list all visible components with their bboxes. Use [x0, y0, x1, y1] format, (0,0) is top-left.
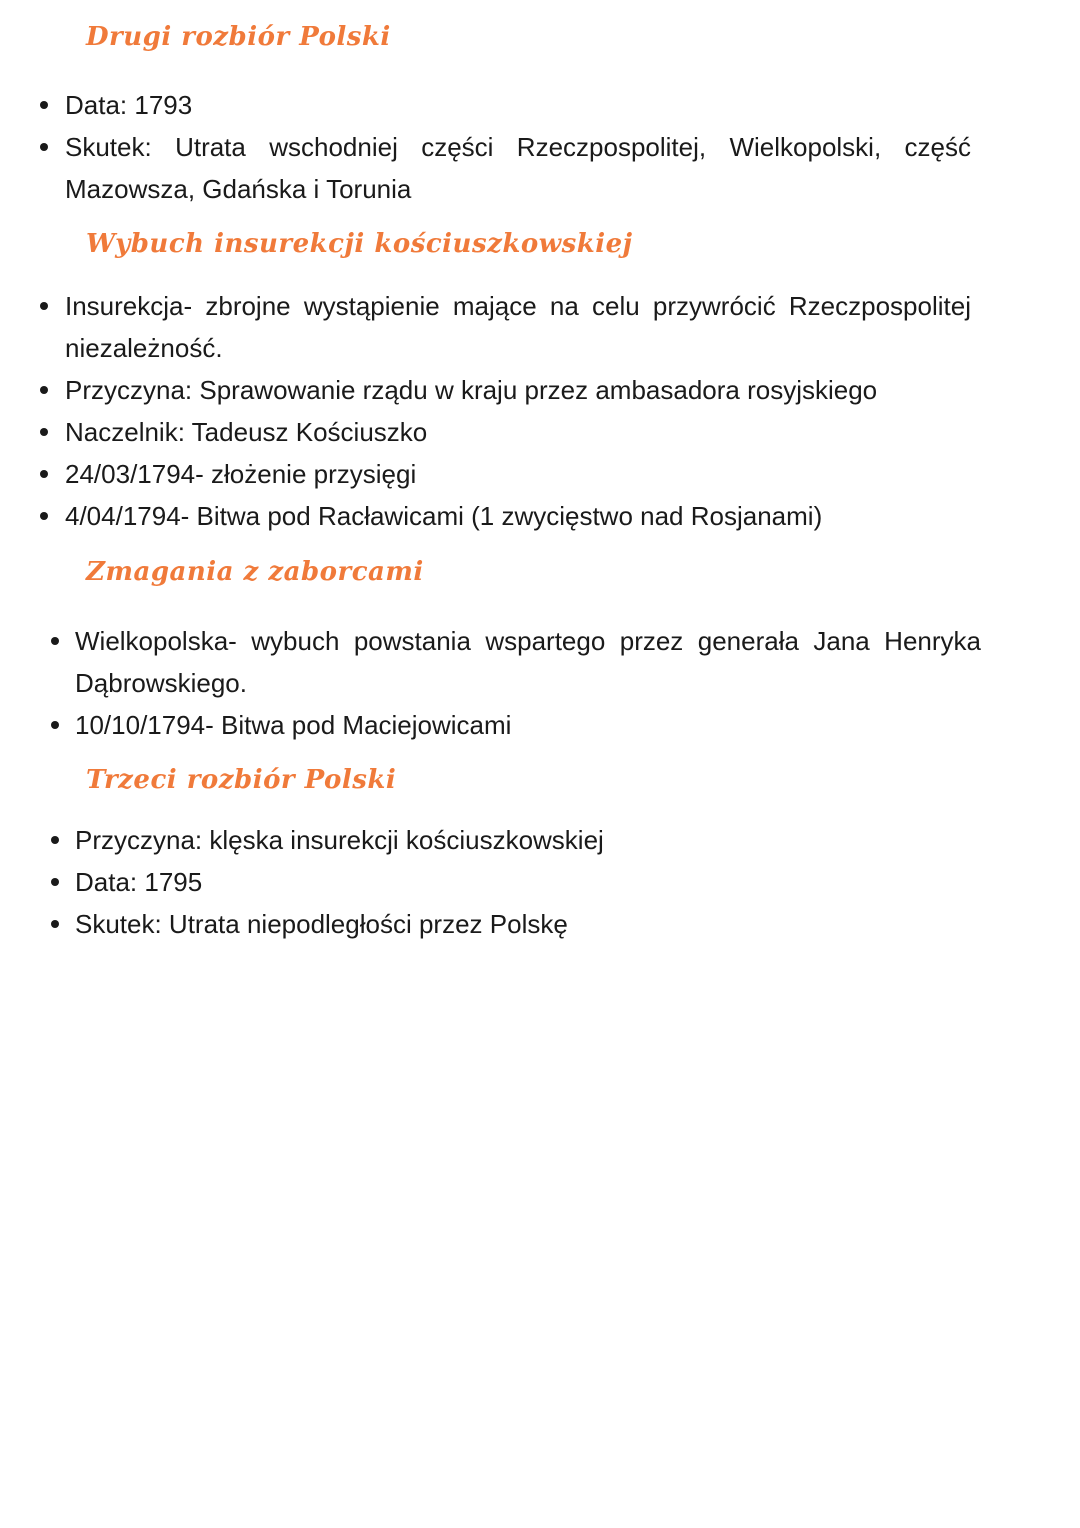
list-item: Naczelnik: Tadeusz Kościuszko: [65, 411, 971, 453]
section-heading-struggles: Zmagania z zaborcami: [86, 557, 424, 587]
section-heading-insurrection: Wybuch insurekcji kościuszkowskiej: [86, 229, 633, 259]
list-item: 4/04/1794- Bitwa pod Racławicami (1 zwycięstwo nad Rosjanami): [65, 495, 971, 537]
insurrection-list: [65, 285, 971, 537]
list-item: Wielkopolska- wybuch powstania wspartego przez generała Jana Henryka Dąbrowskiego.: [75, 620, 981, 704]
second-partition-list: [65, 84, 971, 210]
list-item: 10/10/1794- Bitwa pod Maciejowicami: [75, 704, 981, 746]
list-item: Data: 1795: [75, 861, 981, 903]
list-item: Skutek: Utrata wschodniej części Rzeczpospolitej, Wielkopolski, część Mazowsza, Gdańska i Torunia: [65, 126, 971, 210]
third-partition-list: [75, 819, 981, 945]
list-item: Data: 1793: [65, 84, 971, 126]
list-item: Skutek: Utrata niepodległości przez Polskę: [75, 903, 981, 945]
list-item: Insurekcja- zbrojne wystąpienie mające na celu przywrócić Rzeczpospolitej niezależność.: [65, 285, 971, 369]
struggles-list: [75, 620, 981, 746]
list-item: Przyczyna: klęska insurekcji kościuszkowskiej: [75, 819, 981, 861]
list-item: Przyczyna: Sprawowanie rządu w kraju przez ambasadora rosyjskiego: [65, 369, 971, 411]
section-heading-third-partition: Trzeci rozbiór Polski: [86, 765, 397, 795]
list-item: 24/03/1794- złożenie przysięgi: [65, 453, 971, 495]
section-heading-second-partition: Drugi rozbiór Polski: [86, 22, 391, 52]
